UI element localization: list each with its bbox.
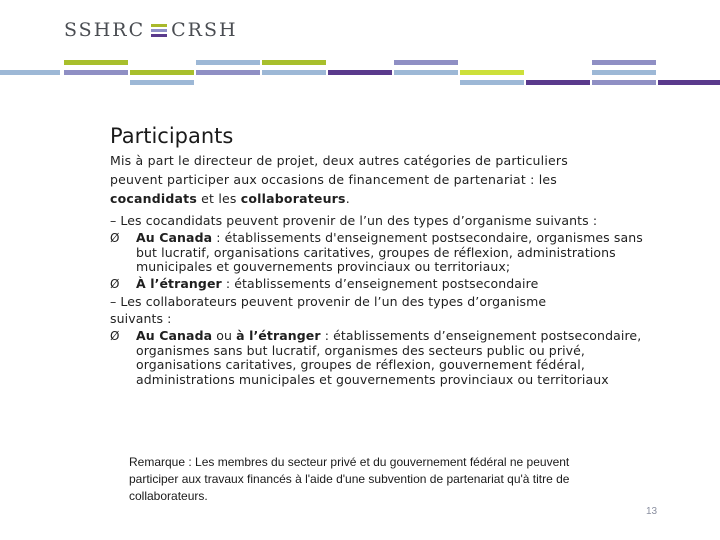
intro-text: Mis à part le directeur de projet, deux autres catégories de particuliers peuvent participer aux occasions de financement de partenariat : les (110, 153, 568, 187)
intro-text-middle: et les (196, 191, 241, 206)
stripe-blue (394, 70, 458, 75)
stripe-lime (460, 70, 524, 75)
remarque-note (129, 454, 589, 505)
sshrc-crsh-logo (64, 18, 238, 42)
page-number: 13 (646, 506, 658, 517)
item-label: à l’étranger (236, 328, 321, 343)
stripe-green (64, 60, 128, 65)
stripe-blue (0, 70, 60, 75)
logo-flag-stripe (151, 34, 167, 37)
item-label: À l’étranger (136, 275, 222, 291)
list-item-abroad (110, 277, 650, 292)
cocandidats-heading: – Les cocandidats peuvent provenir de l’un des types d’organisme suivants : (110, 213, 598, 228)
slide-title: Participants (110, 124, 234, 148)
stripe-purple (658, 80, 720, 85)
intro-paragraph (110, 151, 580, 208)
intro-cocandidats: cocandidats (110, 191, 197, 206)
stripe-lilac (196, 70, 260, 75)
item-text: : établissements d’enseignement postsecondaire, organismes sans but lucratif, organismes des secteurs public ou privé, organisations caritatives, groupes de réflexion, gouvernement fédéral, administrations municipales et gouvernements provinciaux ou territoriaux (136, 328, 642, 387)
logo-flag-icon (151, 23, 167, 38)
stripe-blue (262, 70, 326, 75)
collaborateurs-heading: – Les collaborateurs peuvent provenir de l’un des types d’organisme suivants : (110, 294, 547, 326)
list-item-canada (110, 231, 650, 275)
stripe-blue (460, 80, 524, 85)
item-text: : établissements d'enseignement postsecondaire, organismes sans but lucratif, organisations caritatives, groupes de réflexion, administrations municipales et gouvernements provinciaux ou territoriaux; (136, 230, 643, 274)
list-item-canada-or-abroad (110, 329, 650, 387)
stripe-green (130, 70, 194, 75)
stripe-purple (526, 80, 590, 85)
arrow-bullet-icon: Ø (110, 276, 120, 291)
item-text: : établissements d’enseignement postsecondaire (221, 275, 539, 291)
intro-text-end: . (345, 191, 350, 206)
stripe-lilac (592, 60, 656, 65)
stripe-lilac (64, 70, 128, 75)
stripe-blue (592, 70, 656, 75)
item-label: Au Canada (136, 328, 213, 343)
stripe-blue (196, 60, 260, 65)
logo-flag-stripe (151, 24, 167, 27)
logo-flag-stripe (151, 29, 167, 32)
intro-collaborateurs: collaborateurs (240, 191, 346, 206)
logo-sshrc-text: SSHRC (64, 19, 146, 41)
stripe-purple (328, 70, 392, 75)
arrow-bullet-icon: Ø (110, 329, 120, 343)
note-label: Remarque (129, 455, 186, 469)
decorative-color-stripes (0, 60, 720, 96)
arrow-bullet-icon: Ø (110, 231, 120, 245)
participant-types-list (110, 212, 650, 387)
item-text-or: ou (212, 328, 237, 343)
note-text: : Les membres du secteur privé et du gouvernement fédéral ne peuvent participer aux travaux financés à l'aide d'une subvention de partenariat qu'à titre de collaborateurs. (129, 455, 570, 503)
stripe-lilac (592, 80, 656, 85)
logo-crsh-text: CRSH (171, 19, 238, 41)
stripe-blue (130, 80, 194, 85)
stripe-lilac (394, 60, 458, 65)
item-label: Au Canada (136, 230, 213, 245)
stripe-green (262, 60, 326, 65)
